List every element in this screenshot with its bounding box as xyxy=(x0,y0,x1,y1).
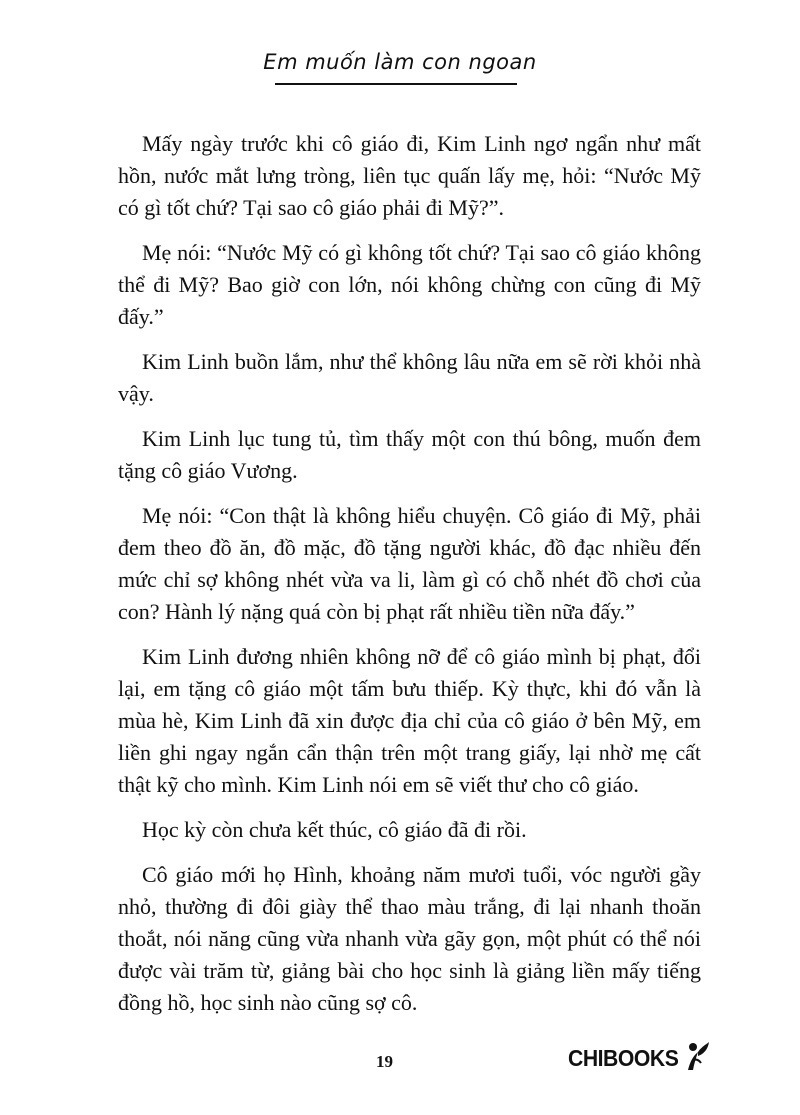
page-number: 19 xyxy=(376,1052,393,1071)
body-text xyxy=(118,128,701,1032)
paragraph: Kim Linh lục tung tủ, tìm thấy một con thú bông, muốn đem tặng cô giáo Vương. xyxy=(118,426,701,483)
paragraph: Kim Linh buồn lắm, như thể không lâu nữa em sẽ rời khỏi nhà vậy. xyxy=(118,349,701,406)
publisher-logo xyxy=(568,1040,710,1072)
paragraph: Học kỳ còn chưa kết thúc, cô giáo đã đi rồi. xyxy=(142,817,527,842)
header-underline xyxy=(275,83,517,85)
paragraph: Mẹ nói: “Nước Mỹ có gì không tốt chứ? Tại sao cô giáo không thể đi Mỹ? Bao giờ con lớn, nói không chừng con cũng đi Mỹ đấy.” xyxy=(118,240,701,329)
paragraph: Mẹ nói: “Con thật là không hiểu chuyện. Cô giáo đi Mỹ, phải đem theo đồ ăn, đồ mặc, đồ tặng người khác, đồ đạc nhiều đến mức chỉ sợ không nhét vừa va li, làm gì có chỗ nhét đồ chơi của con? Hành lý nặng quá còn bị phạt rất nhiều tiền nữa đấy.” xyxy=(118,503,701,624)
paragraph: Kim Linh đương nhiên không nỡ để cô giáo mình bị phạt, đổi lại, em tặng cô giáo một tấm bưu thiếp. Kỳ thực, khi đó vẫn là mùa hè, Kim Linh đã xin được địa chỉ của cô giáo ở bên Mỹ, em liền ghi ngay ngắn cẩn thận trên một trang giấy, lại nhờ mẹ cất thật kỹ cho mình. Kim Linh nói em sẽ viết thư cho cô giáo. xyxy=(118,644,701,797)
publisher-name: CHIBOOKS xyxy=(568,1045,679,1071)
running-header-title: Em muốn làm con ngoan xyxy=(263,50,537,74)
chibooks-logo-icon xyxy=(684,1040,710,1072)
paragraph: Mấy ngày trước khi cô giáo đi, Kim Linh ngơ ngẩn như mất hồn, nước mắt lưng tròng, liên tục quấn lấy mẹ, hỏi: “Nước Mỹ có gì tốt chứ? Tại sao cô giáo phải đi Mỹ?”. xyxy=(118,131,701,220)
paragraph: Cô giáo mới họ Hình, khoảng năm mươi tuổi, vóc người gầy nhỏ, thường đi đôi giày thể thao màu trắng, đi lại nhanh thoăn thoắt, nói năng cũng vừa nhanh vừa gãy gọn, một phút có thể nói được vài trăm từ, giảng bài cho học sinh là giảng liền mấy tiếng đồng hồ, học sinh nào cũng sợ cô. xyxy=(118,862,701,1015)
